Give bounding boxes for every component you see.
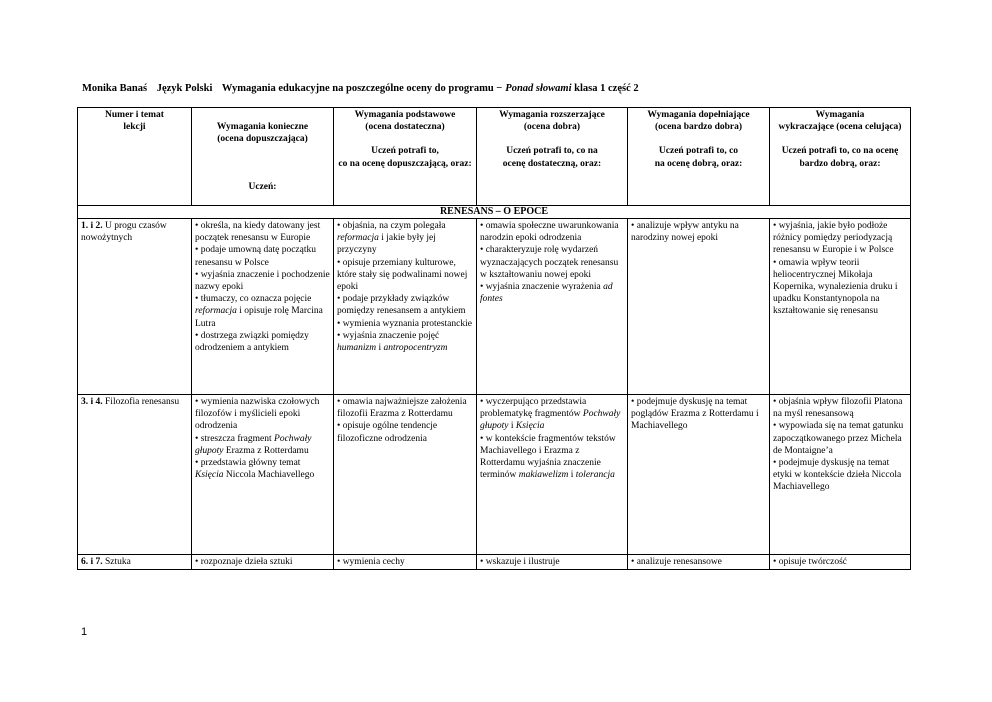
lesson-cell bbox=[78, 219, 192, 395]
requirement-cell bbox=[477, 219, 628, 395]
requirement-item: • analizuje wpływ antyku na narodziny nowej epoki bbox=[631, 221, 739, 244]
header-cell-podstawowe bbox=[334, 108, 477, 206]
header-line: Wymagania podstawowe bbox=[354, 110, 456, 120]
section-row bbox=[78, 206, 911, 219]
requirements-table bbox=[77, 107, 911, 570]
requirement-cell bbox=[334, 395, 477, 555]
header-line: Wymagania konieczne bbox=[216, 122, 309, 132]
header-line: Wymagania dopełniające bbox=[647, 110, 750, 120]
requirement-item: • streszcza fragment Pochwały głupoty Erazma z Rotterdamu bbox=[195, 433, 312, 456]
requirement-item: • wymienia cechy bbox=[337, 557, 405, 567]
header-line: lekcji bbox=[123, 122, 146, 133]
requirement-item: • wyjaśnia znaczenie pojęć humanizm i antropocentryzm bbox=[337, 330, 448, 354]
requirement-item: • określa, na kiedy datowany jest początek renesansu w Europie bbox=[195, 221, 321, 244]
header-line: Numer i temat bbox=[105, 110, 164, 120]
header-line: (ocena dopuszczająca) bbox=[217, 134, 308, 145]
requirement-cell bbox=[334, 555, 477, 570]
table-row bbox=[78, 395, 911, 555]
header-cell-konieczne bbox=[192, 108, 334, 206]
requirement-item: • opisuje ogólne tendencje filozoficzne odrodzenia bbox=[337, 421, 438, 444]
requirement-item: • wyjaśnia, jakie było podłoże różnicy pomiędzy periodyzacją renesansu w Europie i w Polsce bbox=[773, 221, 894, 256]
header-line: (ocena dostateczna) bbox=[365, 122, 445, 133]
requirement-item: • omawia wpływ teorii heliocentrycznej Mikołaja Kopernika, wynalezienia druku i upadku Konstantynopola na kształtowanie się renesansu bbox=[773, 257, 898, 317]
title-suffix: klasa 1 część 2 bbox=[574, 83, 639, 94]
requirement-cell bbox=[770, 395, 911, 555]
requirement-cell bbox=[192, 555, 334, 570]
requirement-item: • objaśnia wpływ filozofii Platona na myśl renesansową bbox=[773, 397, 903, 420]
header-cell-dopelniajace bbox=[628, 108, 770, 206]
requirement-item: • przedstawia główny temat Księcia Niccola Machiavellego bbox=[195, 458, 315, 481]
requirement-cell bbox=[770, 555, 911, 570]
requirement-cell bbox=[192, 219, 334, 395]
header-line: (ocena bardzo dobra) bbox=[654, 122, 743, 133]
requirement-cell bbox=[628, 395, 770, 555]
header-line: Wymagania rozszerzające bbox=[499, 110, 605, 120]
table-row bbox=[78, 555, 911, 570]
header-line: (ocena dobra) bbox=[523, 122, 581, 133]
header-line: Uczeń potrafi to, co bbox=[658, 146, 739, 157]
requirement-item: • podaje przykłady związków pomiędzy renesansem a antykiem bbox=[337, 294, 466, 317]
requirement-item: • wyjaśnia znaczenie i pochodzenie nazwy epoki bbox=[195, 269, 330, 293]
requirement-item: • podejmuje dyskusję na temat etyki w kontekście dzieła Niccola Machiavellego bbox=[773, 458, 902, 493]
header-line: Uczeń potrafi to, bbox=[371, 146, 439, 157]
lesson-number: 3. i 4. bbox=[81, 397, 103, 407]
author: Monika Banaś bbox=[82, 83, 148, 94]
header-line: ocenę dostateczną, oraz: bbox=[502, 158, 602, 169]
header-title bbox=[222, 83, 639, 94]
requirement-item: • podaje umowną datę początku renesansu w Polsce bbox=[195, 245, 316, 268]
requirement-item: • rozpoznaje dzieła sztuki bbox=[195, 557, 293, 567]
requirement-cell bbox=[628, 555, 770, 570]
header-line: Uczeń potrafi to, co na bbox=[506, 146, 598, 157]
requirement-item: • wyczerpująco przedstawia problematykę fragmentów Pochwały głupoty i Księcia bbox=[480, 397, 621, 432]
subject: Język Polski bbox=[156, 83, 213, 94]
requirement-item: • objaśnia, na czym polegała reformacja i jakie były jej przyczyny bbox=[337, 221, 446, 256]
requirement-item: • opisuje twórczość bbox=[773, 557, 848, 567]
lesson-number: 1. i 2. bbox=[81, 221, 103, 231]
header-line: Uczeń: bbox=[248, 182, 277, 193]
header-cell-rozszerzajace bbox=[477, 108, 628, 206]
header-line: wykraczające (ocena celująca) bbox=[778, 122, 902, 133]
page-number: 1 bbox=[81, 626, 88, 638]
requirement-item: • charakteryzuje rolę wydarzeń wyznaczających początek renesansu w kształtowaniu nowej epoki bbox=[480, 245, 619, 280]
requirement-item: • wymienia nazwiska czołowych filozofów i myślicieli epoki odrodzenia bbox=[195, 397, 320, 432]
document-header bbox=[82, 83, 646, 94]
lesson-topic: U progu czasów nowożytnych bbox=[81, 221, 167, 244]
table-body bbox=[78, 219, 911, 570]
header-line: Wymagania bbox=[815, 110, 865, 120]
requirement-item: • omawia najważniejsze założenia filozofii Erazma z Rotterdamu bbox=[337, 397, 467, 420]
header-line: bardzo dobrą, oraz: bbox=[799, 158, 881, 169]
requirement-item: • wskazuje i ilustruje bbox=[480, 557, 560, 567]
table-row bbox=[78, 219, 911, 395]
requirement-item: • tłumaczy, co oznacza pojęcie reformacja i opisuje rolę Marcina Lutra bbox=[195, 294, 323, 329]
requirement-item: • wyjaśnia znaczenie wyrażenia ad fontes bbox=[480, 282, 613, 305]
lesson-topic: Sztuka bbox=[105, 557, 131, 567]
requirement-cell bbox=[477, 395, 628, 555]
header-line: Uczeń potrafi to, co na ocenę bbox=[781, 146, 899, 157]
requirement-cell bbox=[477, 555, 628, 570]
header-line: na ocenę dobrą, oraz: bbox=[654, 158, 743, 169]
header-cell-lesson bbox=[78, 108, 192, 206]
lesson-number: 6. i 7. bbox=[81, 557, 103, 567]
header-cell-wykraczajace bbox=[770, 108, 911, 206]
requirement-item: • podejmuje dyskusję na temat poglądów Erazma z Rotterdamu i Machiavellego bbox=[631, 397, 759, 432]
requirement-cell bbox=[334, 219, 477, 395]
requirement-item: • wymienia wyznania protestanckie bbox=[337, 318, 472, 329]
requirement-item: • opisuje przemiany kulturowe, które stały się podwalinami nowej epoki bbox=[337, 257, 468, 293]
program-name: Ponad słowami bbox=[505, 83, 572, 94]
title-prefix: Wymagania edukacyjne na poszczególne oceny do programu − bbox=[221, 83, 503, 94]
requirement-item: • dostrzega związki pomiędzy odrodzeniem a antykiem bbox=[195, 330, 309, 354]
requirement-item: • w kontekście fragmentów tekstów Machiavellego i Erazma z Rotterdamu wyjaśnia znaczenie terminów makiawelizm i tolerancja bbox=[480, 433, 616, 481]
requirement-cell bbox=[192, 395, 334, 555]
requirement-cell bbox=[628, 219, 770, 395]
section-title: RENESANS – O EPOCE bbox=[78, 206, 911, 219]
lesson-topic: Filozofia renesansu bbox=[105, 397, 180, 407]
requirement-cell bbox=[770, 219, 911, 395]
requirement-item: • omawia społeczne uwarunkowania narodzin epoki odrodzenia bbox=[480, 221, 619, 244]
requirement-item: • wypowiada się na temat gatunku zapoczątkowanego przez Michela de Montaigne’a bbox=[773, 421, 904, 456]
header-row bbox=[78, 108, 911, 206]
header-line: co na ocenę dopuszczającą, oraz: bbox=[338, 158, 472, 169]
lesson-cell bbox=[78, 555, 192, 570]
lesson-cell bbox=[78, 395, 192, 555]
requirement-item: • analizuje renesansowe bbox=[631, 557, 722, 567]
